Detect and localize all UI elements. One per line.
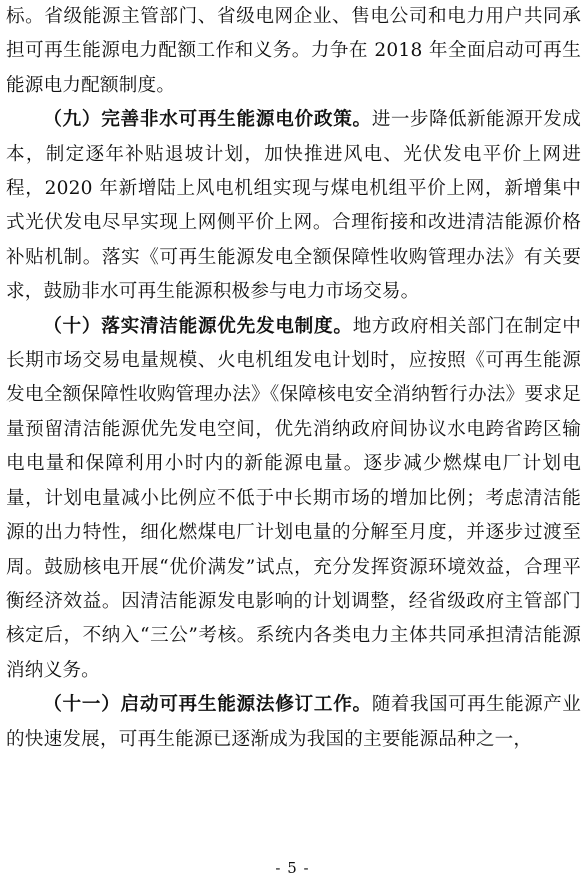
- paragraph-section-9: [6, 103, 581, 309]
- paragraph-body: 随着我国可再生能源产业的快速发展，可再生能源已逐渐成为我国的主要能源品种之一，: [6, 694, 581, 750]
- paragraph-body: 地方政府相关部门在制定中长期市场交易电量规模、火电机组发电计划时，应按照《可再生能源发电全额保障性收购管理办法》《保障核电安全消纳暂行办法》要求足量预留清洁能源优先发电空间，优先消纳政府间协议水电跨省跨区输电电量和保障利用小时内的新能源电量。逐步减少燃煤电厂计划电量，计划电量减小比例应不低于中长期市场的增加比例；考虑清洁能源的出力特性，细化燃煤电厂计划电量的分解至月度，并逐步过渡至周。鼓励核电开展“优价满发”试点，充分发挥资源环境效益，合理平衡经济效益。因清洁能源发电影响的计划调整，经省级政府主管部门核定后，不纳入“三公”考核。系统内各类电力主体共同承担清洁能源消纳义务。: [6, 315, 581, 681]
- paragraph-body: 进一步降低新能源开发成本，制定逐年补贴退坡计划，加快推进风电、光伏发电平价上网进程，2020 年新增陆上风电机组实现与煤电机组平价上网，新增集中式光伏发电尽早实现上网侧平价上网。合理衔接和改进清洁能源价格补贴机制。落实《可再生能源发电全额保障性收购管理办法》有关要求，鼓励非水可再生能源积极参与电力市场交易。: [6, 109, 581, 303]
- paragraph-section-10: [6, 310, 581, 688]
- paragraph-body: 标。省级能源主管部门、省级电网企业、售电公司和电力用户共同承担可再生能源电力配额工作和义务。力争在 2018 年全面启动可再生能源电力配额制度。: [6, 6, 581, 96]
- section-heading: （十）落实清洁能源优先发电制度。: [43, 315, 353, 337]
- document-page: [6, 0, 581, 757]
- paragraph-continuation: [6, 0, 581, 103]
- page-number: - 5 -: [275, 859, 310, 877]
- section-heading: （十一）启动可再生能源法修订工作。: [43, 694, 372, 716]
- paragraph-section-11: [6, 688, 581, 757]
- section-heading: （九）完善非水可再生能源电价政策。: [43, 109, 372, 131]
